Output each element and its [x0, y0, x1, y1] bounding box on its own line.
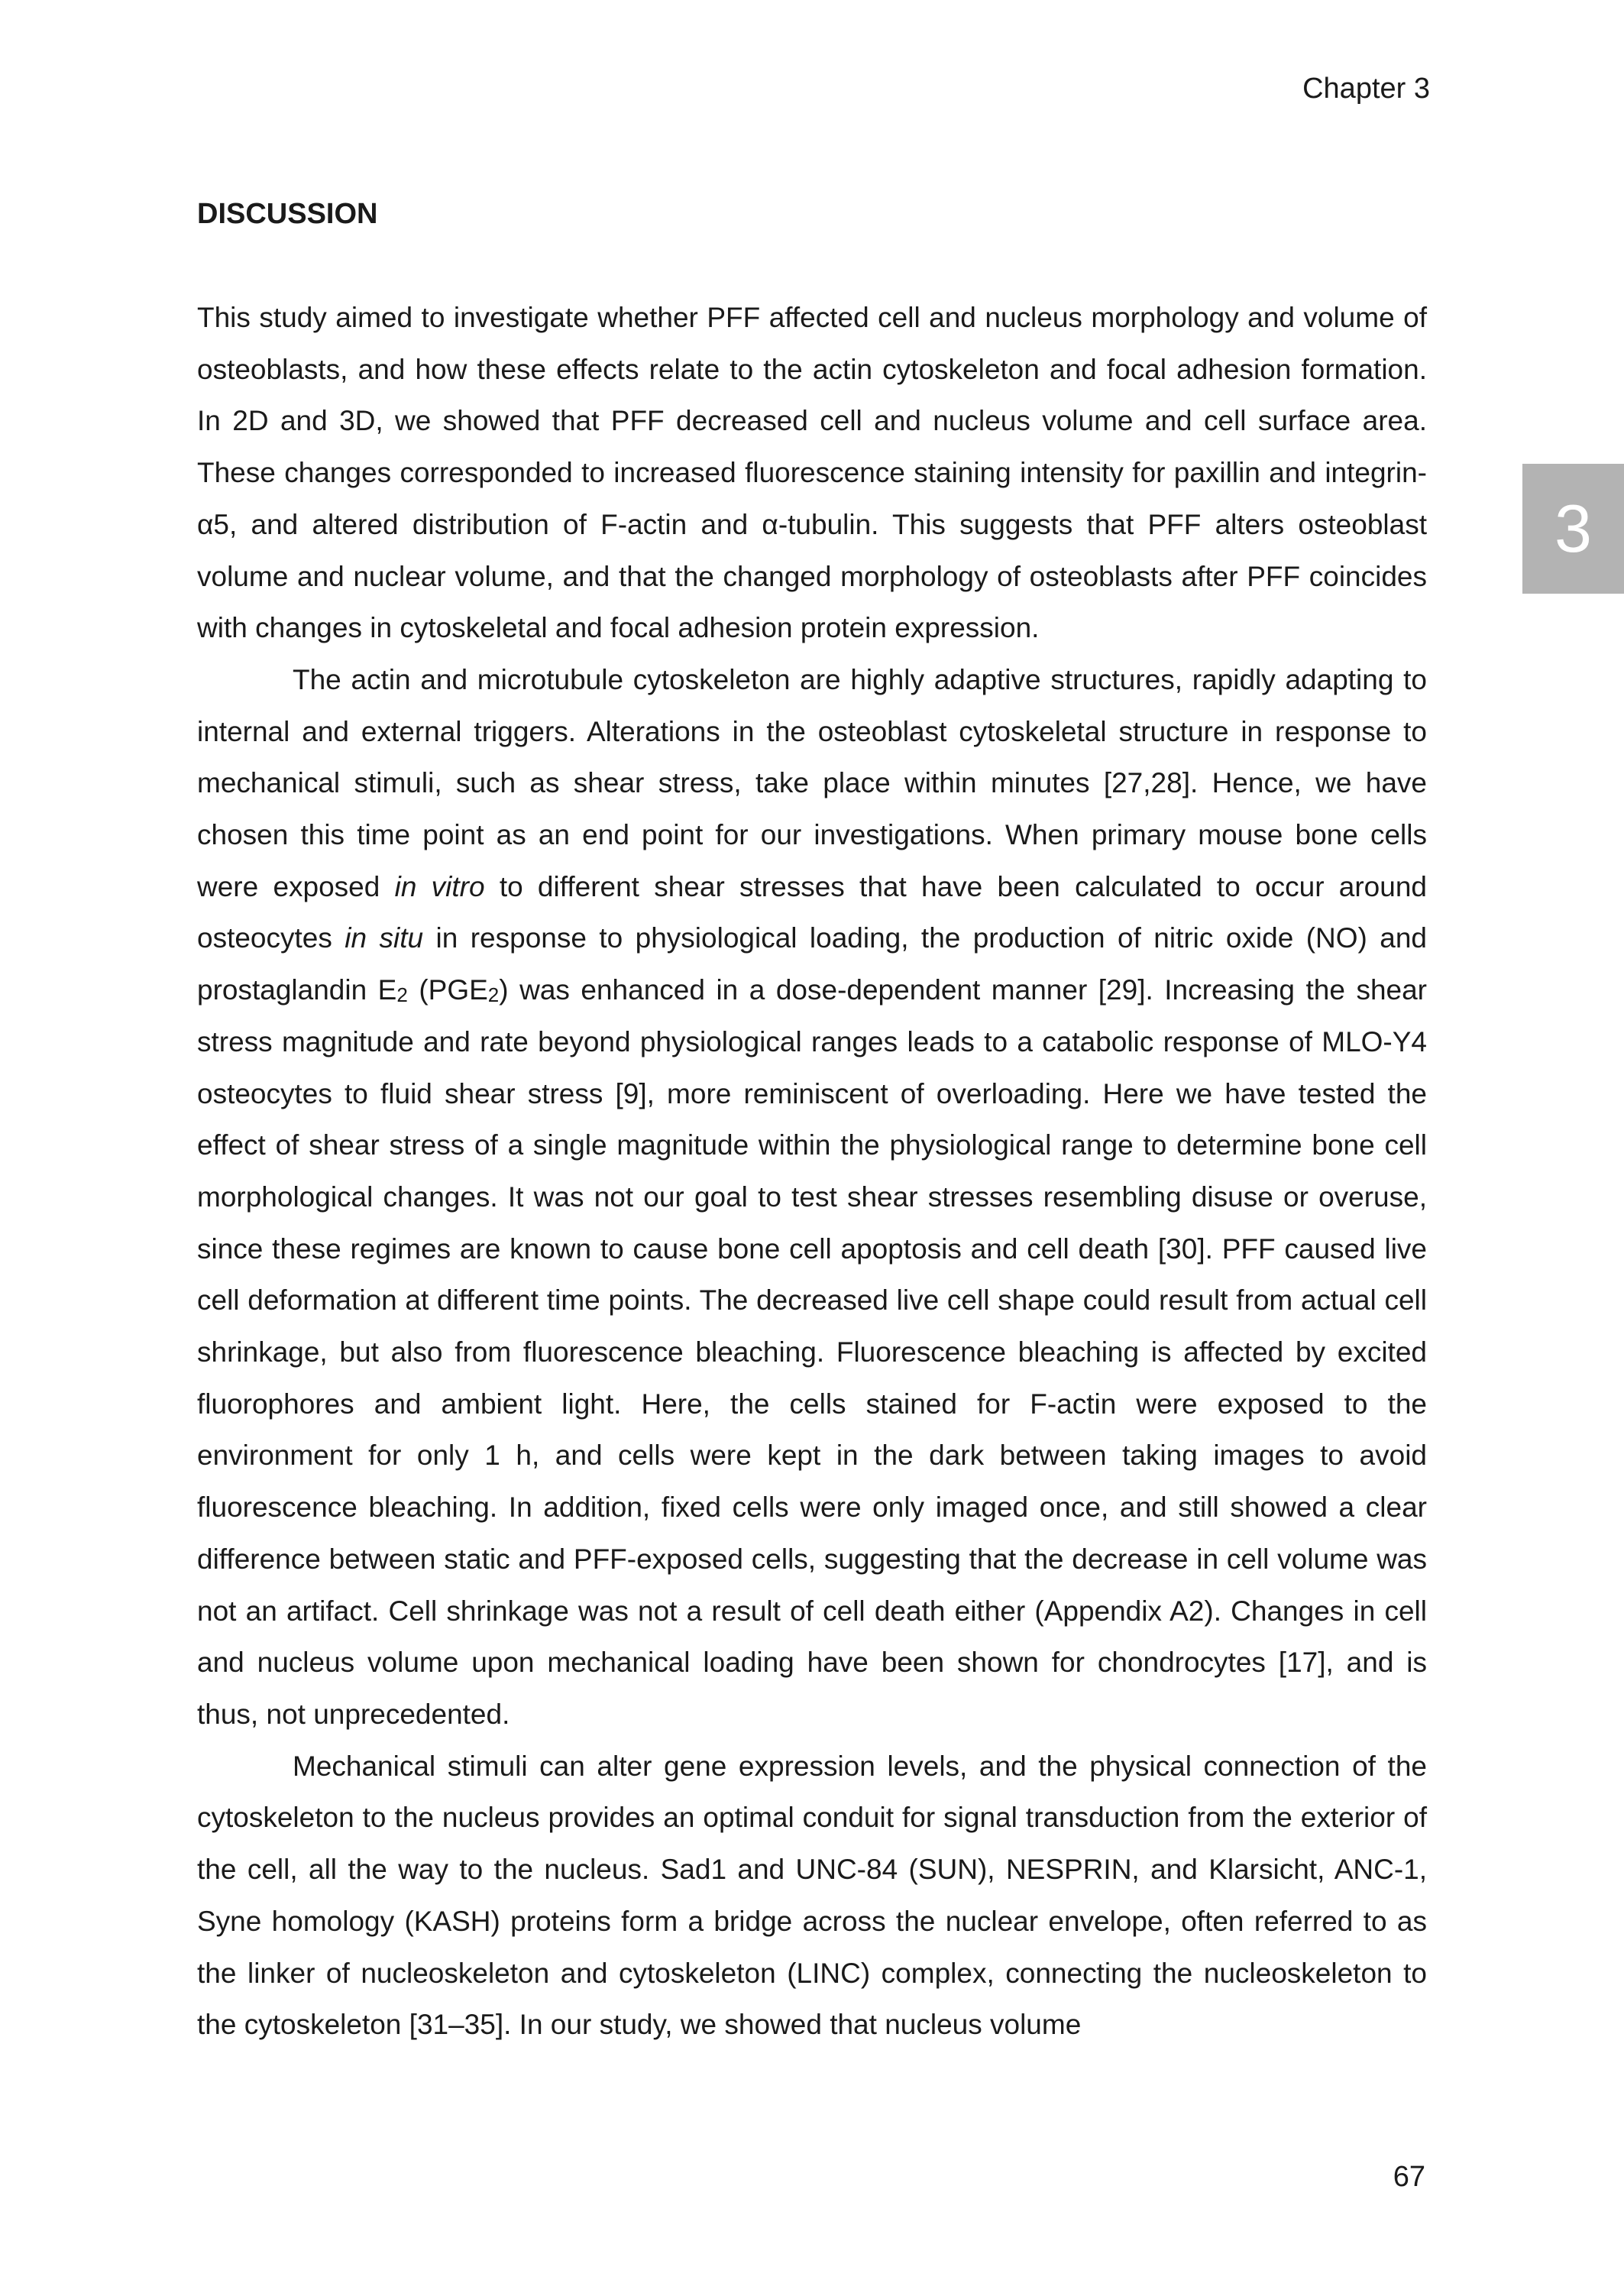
page-number: 67: [1393, 2161, 1425, 2193]
running-header: Chapter 3: [1302, 73, 1430, 105]
paragraph-2-text: in response to physiological loading, the production of nitric oxide (NO) and prostaglandin E: [197, 922, 1427, 1006]
paragraph-2-text: to different shear stresses that have been calculated to occur around osteocytes: [197, 870, 1427, 954]
paragraph-2-text: ) was enhanced in a dose-dependent manner [29]. Increasing the shear stress magnitude and rate beyond physiological ranges leads to a catabolic response of MLO-Y4 osteocytes to fluid shear stress [9], more reminiscent of overloading. Here we have tested the effect of shear stress of a single magnitude within the physiological range to determine bone cell morphological changes. It was not our goal to test shear stresses resembling disuse or overuse, since these regimes are known to cause bone cell apoptosis and cell death [30]. PFF caused live cell deformation at different time points. The decreased live cell shape could result from actual cell shrinkage, but also from fluorescence bleaching. Fluorescence bleaching is affected by excited fluorophores and ambient light. Here, the cells stained for F-actin were exposed to the environment for only 1 h, and cells were kept in the dark between taking images to avoid fluorescence bleaching. In addition, fixed cells were only imaged once, and still showed a clear difference between static and PFF-exposed cells, suggesting that the decrease in cell volume was not an artifact. Cell shrinkage was not a result of cell death either (Appendix A2). Changes in cell and nucleus volume upon mechanical loading have been shown for chondrocytes [17], and is thus, not unprecedented.: [197, 974, 1427, 1730]
body-text: [197, 292, 1427, 2051]
italic-term: in vitro: [394, 870, 485, 902]
paragraph-2-text: (PGE: [407, 974, 488, 1006]
chapter-tab: 3: [1522, 464, 1624, 594]
paragraph-2-text: The actin and microtubule cytoskeleton are highly adaptive structures, rapidly adapting to internal and external triggers. Alterations in the osteoblast cytoskeletal structure in response to mechanical stimuli, such as shear stress, take place within minutes [27,28]. Hence, we have chosen this time point as an end point for our investigations. When primary mouse bone cells were exposed: [197, 663, 1427, 902]
paragraph-3: [197, 1741, 1427, 2051]
paragraph-3-text: Mechanical stimuli can alter gene expression levels, and the physical connection of the cytoskeleton to the nucleus provides an optimal conduit for signal transduction from the exterior of the cell, all the way to the nucleus. Sad1 and UNC-84 (SUN), NESPRIN, and Klarsicht, ANC-1, Syne homology (KASH) proteins form a bridge across the nuclear envelope, often referred to as the linker of nucleoskeleton and cytoskeleton (LINC) complex, connecting the nucleoskeleton to the cytoskeleton [31–35]. In our study, we showed that nucleus volume: [197, 1750, 1427, 2041]
subscript: 2: [396, 983, 408, 1007]
subscript: 2: [487, 983, 500, 1007]
italic-term: in situ: [345, 922, 424, 954]
paragraph-2: [197, 654, 1427, 1741]
paragraph-1: [197, 292, 1427, 654]
paragraph-1-text: This study aimed to investigate whether PFF affected cell and nucleus morphology and volume of osteoblasts, and how these effects relate to the actin cytoskeleton and focal adhesion formation. In 2D and 3D, we showed that PFF decreased cell and nucleus volume and cell surface area. These changes corresponded to increased fluorescence staining intensity for paxillin and integrin-α5, and altered distribution of F-actin and α-tubulin. This suggests that PFF alters osteoblast volume and nuclear volume, and that the changed morphology of osteoblasts after PFF coincides with changes in cytoskeletal and focal adhesion protein expression.: [197, 302, 1427, 644]
section-title: DISCUSSION: [197, 198, 378, 230]
